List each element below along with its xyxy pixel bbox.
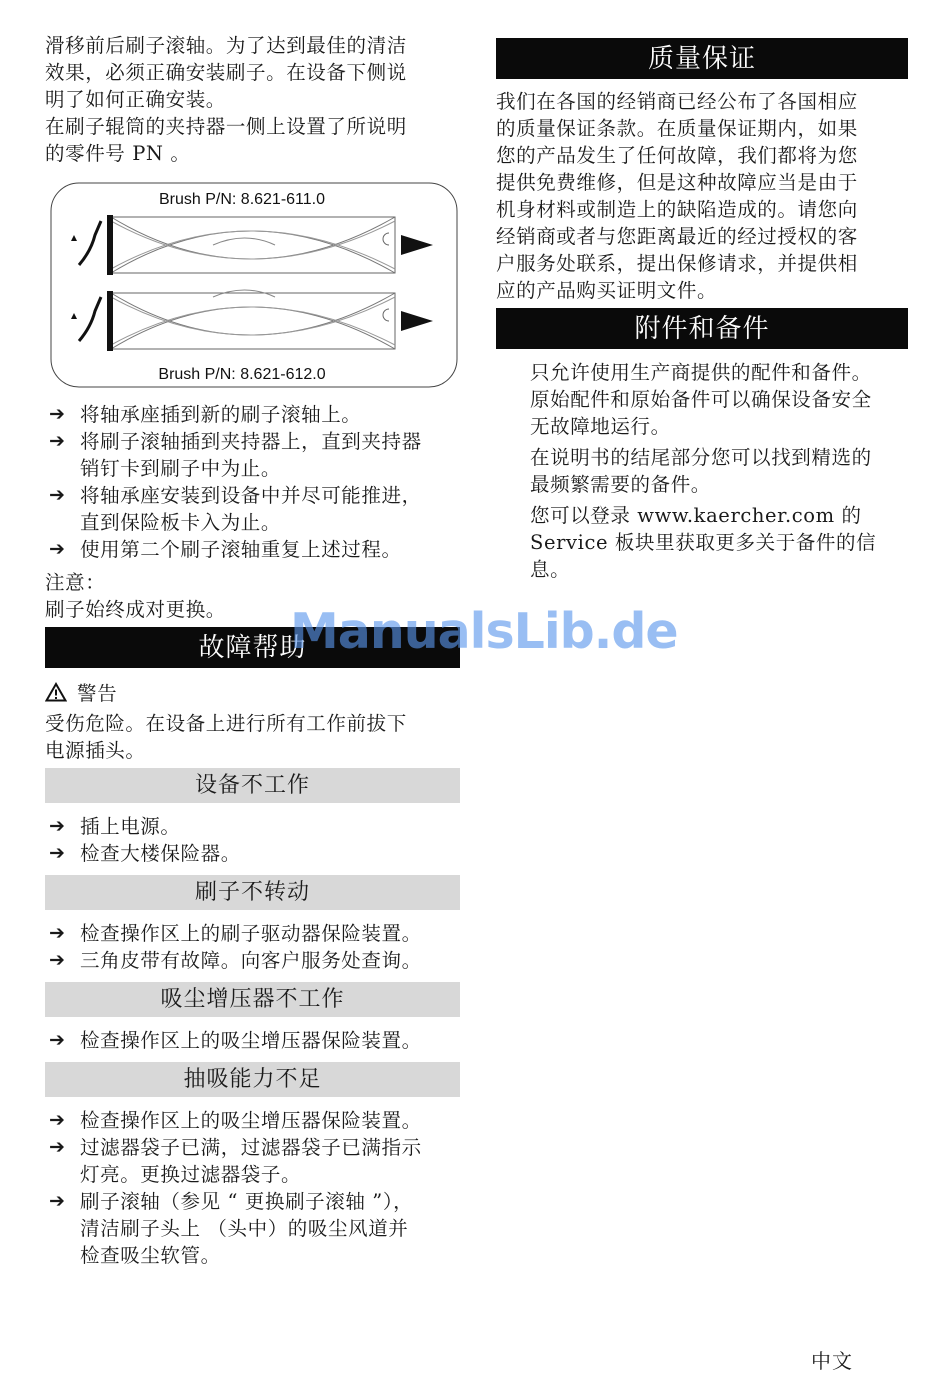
section-list: [45, 813, 460, 867]
arrow-right-icon: ➔: [49, 538, 66, 560]
right-column: [496, 38, 908, 583]
warranty-text: 我们在各国的经销商已经公布了各国相应 的质量保证条款。在质量保证期内，如果 您的产品发生了任何故障，我们都将为您 提供免费维修，但是这种故障应当是由于 机身材料或制造上的缺陷造成的。请您向 经销商或者与您距离最近的经过授权的客 户服务处联系，提出保修请求，并提供相 应的产品购买证明文件。: [496, 90, 858, 302]
arrow-right-icon: ➔: [49, 815, 66, 837]
parts-heading: 附件和备件: [496, 308, 908, 349]
section-heading: 吸尘增压器不工作: [45, 982, 460, 1017]
list-item: ➔ 检查操作区上的刷子驱动器保险装置。: [49, 922, 422, 945]
arrow-right-icon: ➔: [49, 403, 66, 425]
list-item: ➔ 将刷子滚轴插到夹持器上，直到夹持器 销钉卡到刷子中为止。: [49, 430, 422, 480]
fault-help-heading: 故障帮助: [45, 627, 460, 668]
arrow-right-icon: ➔: [49, 1109, 66, 1131]
list-item: ➔ 检查操作区上的吸尘增压器保险装置。: [49, 1029, 422, 1052]
arrow-right-icon: ➔: [49, 1136, 66, 1158]
section-heading: 设备不工作: [45, 768, 460, 803]
list-item: ➔ 过滤器袋子已满，过滤器袋子已满指示 灯亮。更换过滤器袋子。: [49, 1136, 422, 1186]
list-item: ➔ 检查大楼保险器。: [49, 842, 241, 865]
list-item: ➔ 使用第二个刷子滚轴重复上述过程。: [49, 538, 402, 561]
arrow-right-icon: ➔: [49, 1029, 66, 1051]
section-list: [45, 1107, 460, 1269]
note-label: 注意：: [45, 571, 106, 594]
page-language-footer: 中文: [811, 1349, 853, 1373]
arrow-right-icon: ➔: [49, 922, 66, 944]
watermark: ManualsLib.de: [290, 603, 678, 660]
warning-text-1: 受伤危险。在设备上进行所有工作前拔下: [45, 712, 407, 735]
warning-label: 警告: [77, 682, 118, 705]
list-item: ➔ 检查操作区上的吸尘增压器保险装置。: [49, 1109, 422, 1132]
list-item: ➔ 刷子滚轴（参见 “ 更换刷子滚轴 ”）， 清洁刷子头上 （头中）的吸尘风道并 检查吸尘软管。: [49, 1190, 414, 1267]
brush-label-top: Brush P/N: 8.621-611.0: [158, 191, 326, 208]
install-steps: [45, 401, 460, 563]
section-heading: 抽吸能力不足: [45, 1062, 460, 1097]
list-item: ➔ 插上电源。: [49, 815, 181, 838]
list-item: ➔ 三角皮带有故障。向客户服务处查询。: [49, 949, 422, 972]
brush-installation-figure: [49, 181, 459, 389]
brush-roller-top: [71, 215, 433, 275]
arrow-right-icon: ➔: [49, 1190, 66, 1212]
intro-text: 滑移前后刷子滚轴。为了达到最佳的清洁 效果，必须正确安装刷子。在设备下侧说 明了如何正确安装。 在刷子辊筒的夹持器一侧上设置了所说明 的零件号 PN 。: [45, 34, 407, 165]
arrow-right-icon: ➔: [49, 842, 66, 864]
arrow-right-icon: ➔: [49, 949, 66, 971]
parts-text: 只允许使用生产商提供的配件和备件。 原始配件和原始备件可以确保设备安全 无故障地运行。 在说明书的结尾部分您可以找到精选的 最频繁需要的备件。 您可以登录 www.kaercher.com 的 Service 板块里获取更多关于备件的信 息。: [530, 361, 877, 581]
warranty-heading: 质量保证: [496, 38, 908, 79]
brush-roller-bottom: [71, 290, 433, 351]
section-heading: 刷子不转动: [45, 875, 460, 910]
section-list: [45, 920, 460, 974]
note-text: 刷子始终成对更换。: [45, 598, 226, 621]
section-list: [45, 1027, 460, 1054]
warning-text-2: 电源插头。: [45, 739, 146, 762]
list-item: ➔ 将轴承座安装到设备中并尽可能推进， 直到保险板卡入为止。: [49, 484, 422, 534]
brush-label-bottom: Brush P/N: 8.621-612.0: [158, 366, 326, 383]
list-item: ➔ 将轴承座插到新的刷子滚轴上。: [49, 403, 362, 426]
arrow-right-icon: ➔: [49, 484, 66, 506]
warning-line: [45, 680, 460, 707]
warning-triangle-icon: [45, 682, 67, 706]
arrow-right-icon: ➔: [49, 430, 66, 452]
